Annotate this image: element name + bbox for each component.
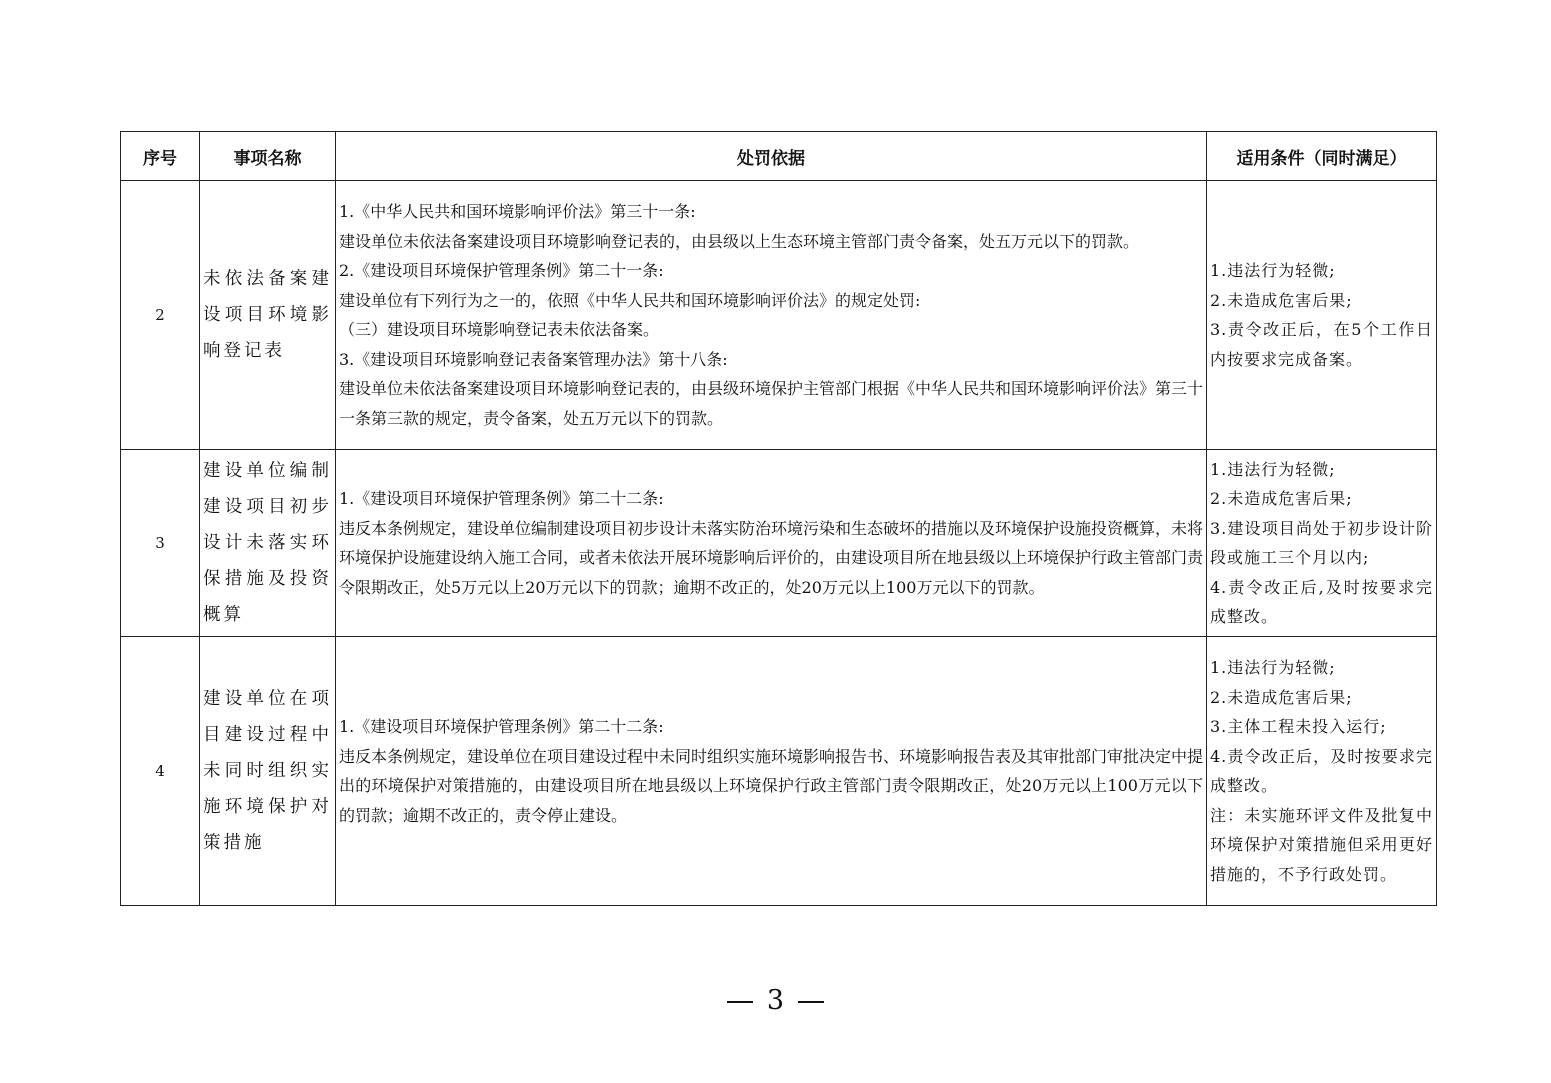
condition-line: 3.建设项目尚处于初步设计阶段或施工三个月以内; [1210, 518, 1433, 567]
basis-line: 1.《建设项目环境保护管理条例》第二十二条: [339, 489, 664, 508]
header-applicable-conditions: 适用条件（同时满足） [1207, 132, 1437, 181]
basis-line: 违反本条例规定，建设单位在项目建设过程中未同时组织实施环境影响报告书、环境影响报告表及其审批部门审批决定中提出的环境保护对策措施的，由建设项目所在地县级以上环境保护行政主管部门责令限期改正，处20万元以上100万元以下的罚款；逾期不改正的，责令停止建设。 [339, 746, 1204, 825]
condition-line: 2.未造成危害后果; [1210, 687, 1353, 707]
row-item-name: 建设单位在项目建设过程中未同时组织实施环境保护对策措施 [200, 637, 336, 906]
penalty-table [120, 131, 1437, 906]
table-header-row [121, 132, 1437, 181]
header-item-name: 事项名称 [200, 132, 336, 181]
row-serial-number: 3 [121, 450, 200, 637]
document-page [120, 131, 1436, 906]
condition-line: 2.未造成危害后果; [1210, 290, 1353, 310]
condition-line: 1.违法行为轻微; [1210, 261, 1336, 280]
row-item-name: 未依法备案建设项目环境影响登记表 [200, 181, 336, 450]
basis-line: 1.《建设项目环境保护管理条例》第二十二条: [339, 717, 664, 736]
basis-line: 建设单位有下列行为之一的，依照《中华人民共和国环境影响评价法》的规定处罚: [339, 290, 921, 310]
condition-line: 4.责令改正后，及时按要求完成整改。 [1210, 746, 1433, 795]
condition-line: 3.主体工程未投入运行; [1210, 717, 1387, 736]
basis-line: （三）建设项目环境影响登记表未依法备案。 [339, 320, 660, 339]
page-number: 3 [766, 985, 785, 1016]
basis-line: 2.《建设项目环境保护管理条例》第二十一条: [339, 261, 664, 280]
header-penalty-basis: 处罚依据 [336, 132, 1207, 181]
row-applicable-conditions [1207, 450, 1437, 637]
basis-line: 1.《中华人民共和国环境影响评价法》第三十一条: [339, 202, 696, 221]
condition-line: 1.违法行为轻微; [1210, 658, 1336, 677]
basis-line: 建设单位未依法备案建设项目环境影响登记表的，由县级以上生态环境主管部门责令备案，处五万元以下的罚款。 [339, 231, 1140, 251]
table-row [121, 181, 1437, 450]
condition-note: 注：未实施环评文件及批复中环境保护对策措施但采用更好措施的，不予行政处罚。 [1210, 805, 1433, 884]
condition-line: 1.违法行为轻微; [1210, 459, 1336, 479]
row-serial-number: 2 [121, 181, 200, 450]
condition-line: 3.责令改正后，在5个工作日内按要求完成备案。 [1210, 320, 1433, 369]
row-penalty-basis [336, 181, 1207, 450]
row-penalty-basis [336, 450, 1207, 637]
row-applicable-conditions [1207, 181, 1437, 450]
condition-line: 2.未造成危害后果; [1210, 489, 1353, 508]
left-dash [727, 1001, 753, 1003]
table-row [121, 637, 1437, 906]
header-serial-number: 序号 [121, 132, 200, 181]
basis-line: 3.《建设项目环境影响登记表备案管理办法》第十八条: [339, 349, 728, 369]
basis-line: 违反本条例规定，建设单位编制建设项目初步设计未落实防治环境污染和生态破坏的措施以及环境保护设施投资概算，未将环境保护设施建设纳入施工合同，或者未依法开展环境影响后评价的，由建设项目所在地县级以上环境保护行政主管部门责令限期改正，处5万元以上20万元以下的罚款；逾期不改正的，处20万元以上100万元以下的罚款。 [339, 518, 1204, 597]
basis-line: 建设单位未依法备案建设项目环境影响登记表的，由县级环境保护主管部门根据《中华人民共和国环境影响评价法》第三十一条第三款的规定，责令备案，处五万元以下的罚款。 [339, 379, 1204, 428]
row-penalty-basis [336, 637, 1207, 906]
row-item-name: 建设单位编制建设项目初步设计未落实环保措施及投资概算 [200, 450, 336, 637]
page-footer [0, 985, 1551, 1016]
condition-line: 4.责令改正后,及时按要求完成整改。 [1210, 577, 1433, 626]
row-applicable-conditions [1207, 637, 1437, 906]
row-serial-number: 4 [121, 637, 200, 906]
right-dash [798, 1001, 824, 1003]
table-row [121, 450, 1437, 637]
